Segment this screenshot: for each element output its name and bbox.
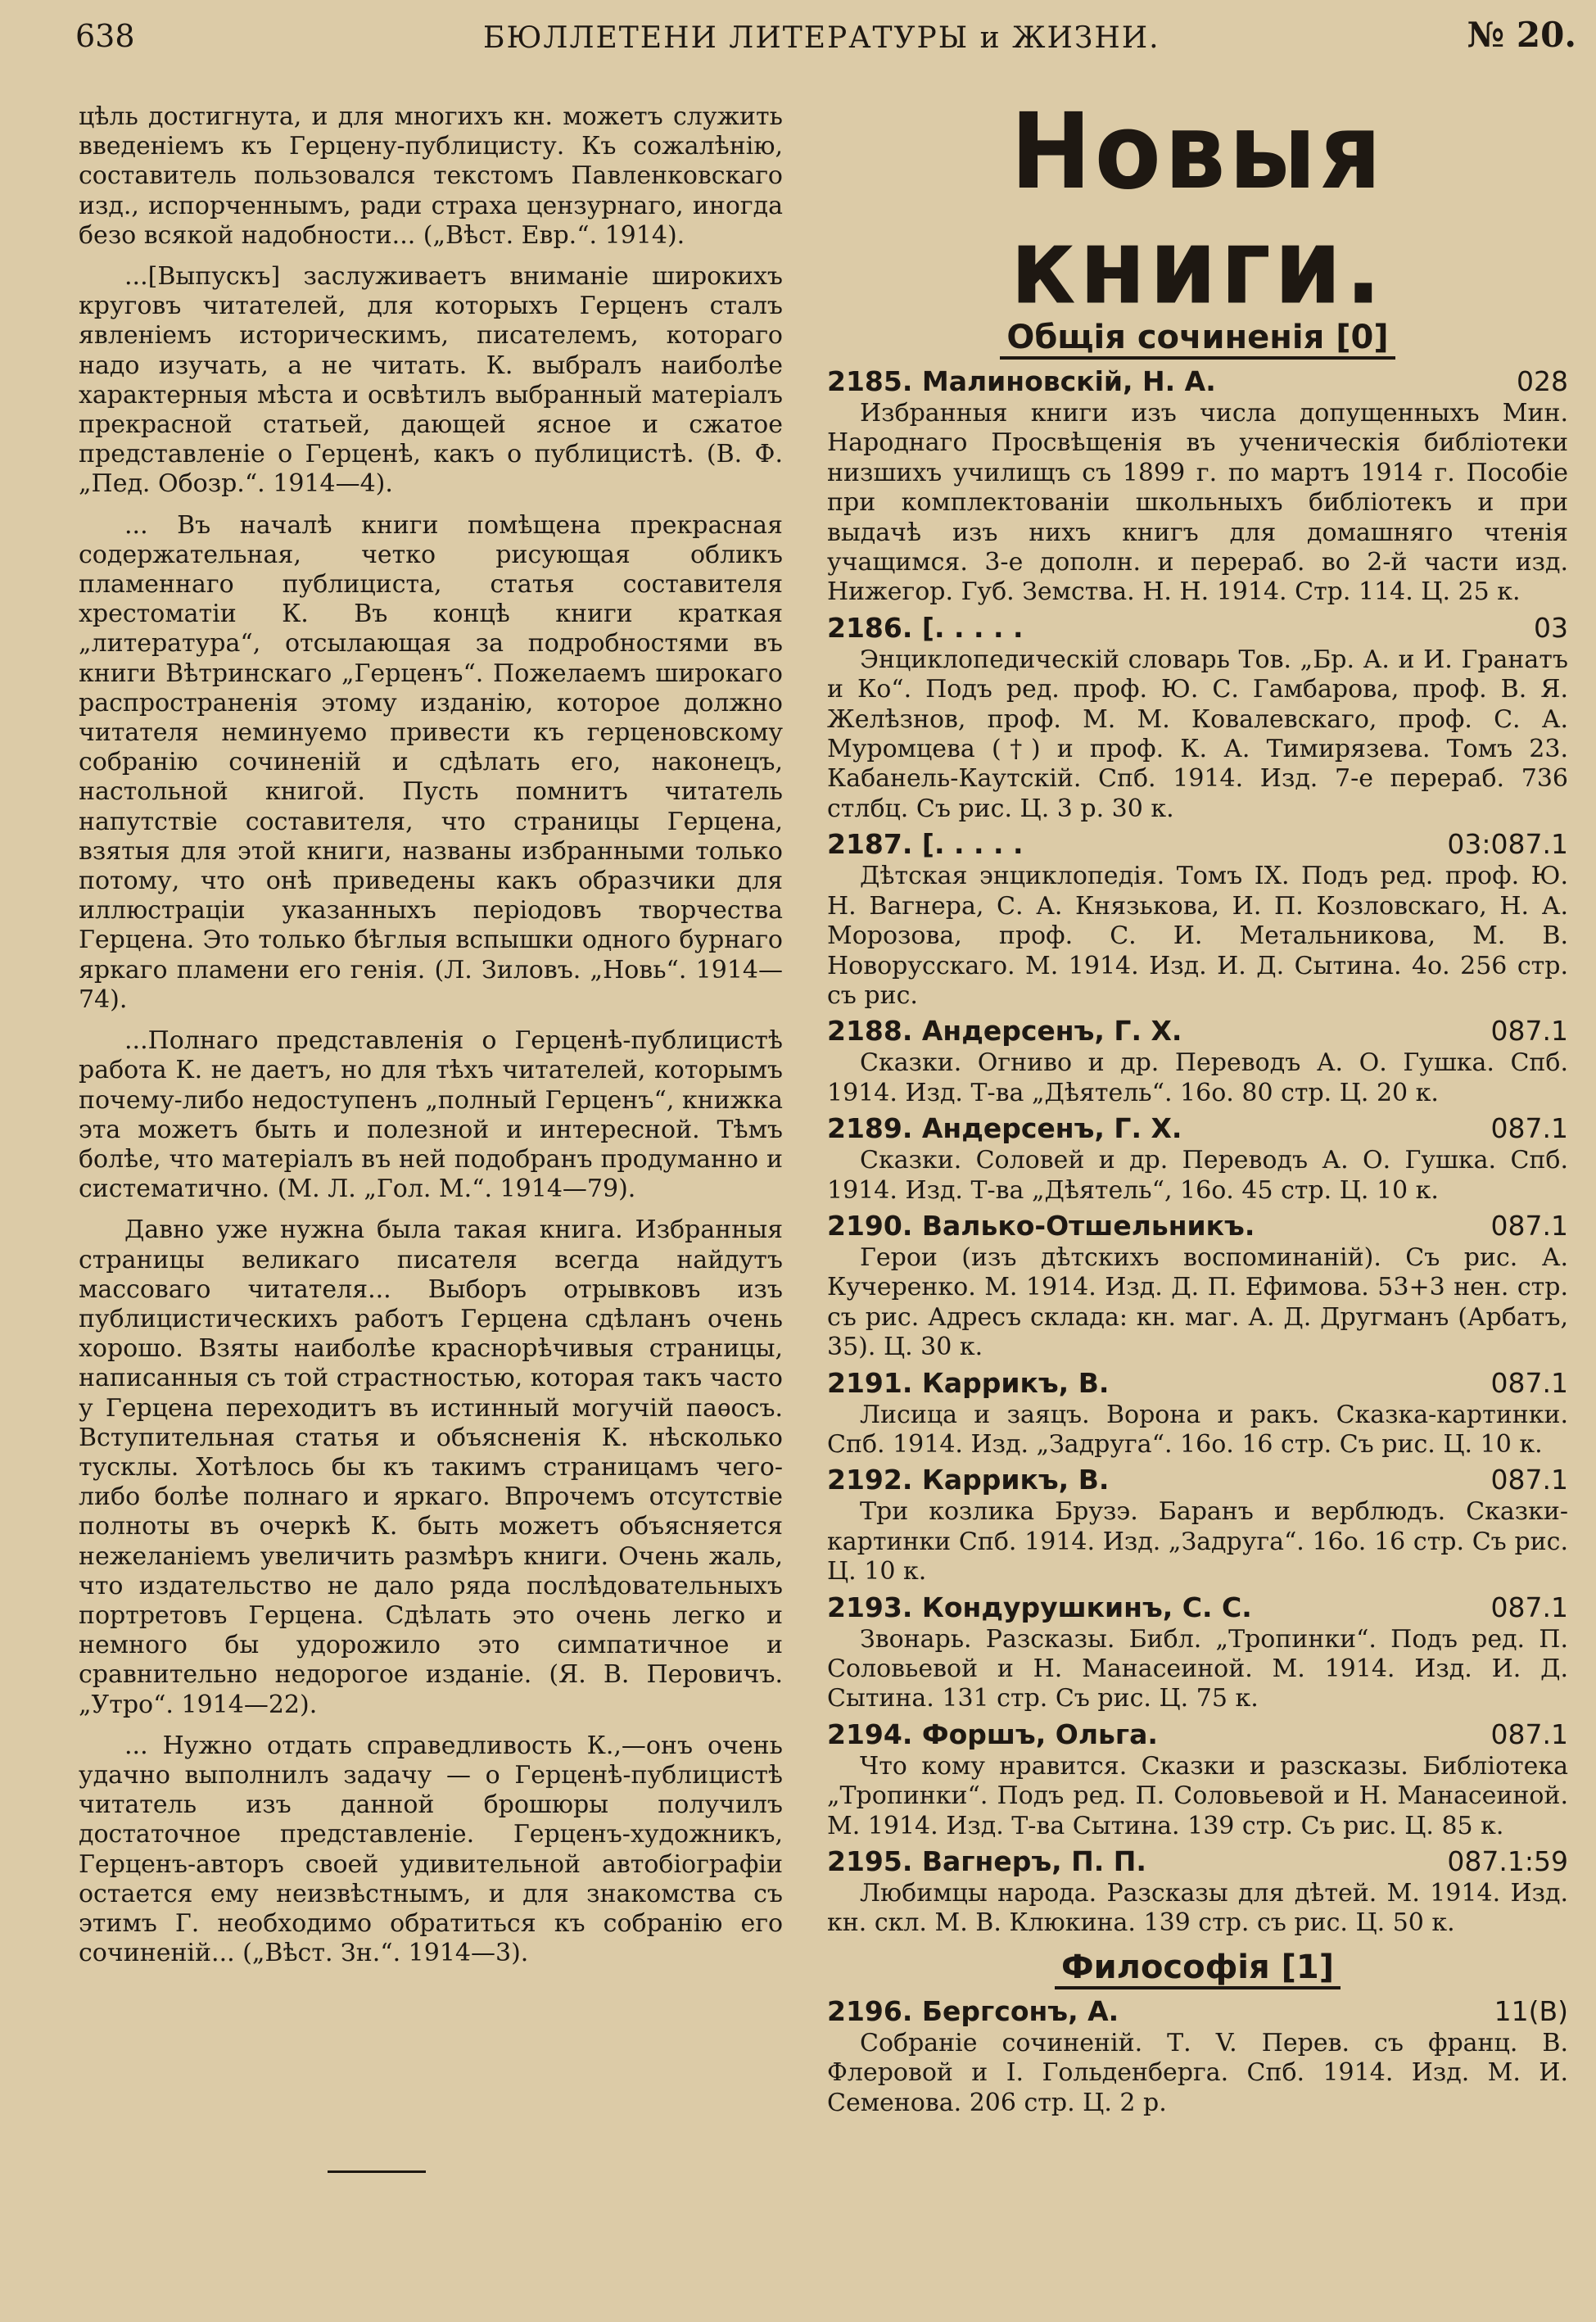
review-paragraph: ... Въ началѣ книги помѣщена прекрасная содержательная, четко рисующая обликъ пламеннаго публициста, статья составителя хрестоматіи К. Въ концѣ книги краткая „литература“, отсылающая за подробностями въ книги Вѣтринскаго „Герценъ“. Пожелаемъ широкаго распространенія этому изданію, которое должно читателя неминуемо привести къ герценовскому собранію сочиненій и сдѣлать его, наконецъ, настольной книгой. Пусть помнитъ читатель напутствіе составителя, что страницы Герцена, взятыя для этой книги, названы избранными только потому, что онѣ приведены какъ образчики для иллюстраціи указанныхъ періодовъ творчества Герцена. Это только бѣглыя вспышки одного бурнаго яркаго пламени его генія. (Л. Зиловъ. „Новь“. 1914—74).	[79, 510, 783, 1014]
entry-number-author: 2196. Бергсонъ, А.	[827, 1994, 1119, 2027]
entry-number-author: 2185. Малиновскій, Н. А.	[827, 365, 1216, 397]
entry-number-author: 2192. Каррикъ, В.	[827, 1464, 1110, 1496]
entry-description: Избранныя книги изъ числа допущенныхъ Мин. Народнаго Просвѣщенія въ ученическія библіотеки низшихъ училищъ съ 1899 г. по мартъ 1914 г. Пособіе при комплектованіи школьныхъ библіотекъ и при выдачѣ изъ нихъ книгъ для домашняго чтенія учащимся. 3-е дополн. и перераб. во 2-й части изд. Нижегор. Губ. Земства. Н. Н. 1914. Стр. 114. Ц. 25 к.	[827, 399, 1568, 607]
book-entry	[827, 1591, 1568, 1714]
entry-number-author: 2194. Форшъ, Ольга.	[827, 1718, 1158, 1750]
book-entry	[827, 611, 1568, 824]
entry-heading	[827, 611, 1568, 645]
classification-code: 087.1	[1490, 1209, 1568, 1242]
entry-heading	[827, 1209, 1568, 1243]
book-entry	[827, 1014, 1568, 1108]
new-books-heading: Новыя книги.	[1010, 90, 1386, 328]
entry-description: Что кому нравится. Сказки и разсказы. Библіотека „Тропинки“. Подъ ред. П. Соловьевой и Н. Манасеиной. М. 1914. Изд. Т-ва Сытина. 139 стр. Съ рис. Ц. 85 к.	[827, 1751, 1568, 1840]
classification-code: 028	[1517, 365, 1568, 397]
book-entry	[827, 1366, 1568, 1460]
running-header	[0, 11, 1596, 61]
entry-heading	[827, 827, 1568, 862]
review-paragraph: ...Полнаго представленія о Герценѣ-публицистѣ работа К. не даетъ, но для тѣхъ читателей, которымъ почему-либо недоступенъ „полный Герценъ“, книжка эта можетъ быть и полезной и интересной. Тѣмъ болѣе, что матеріалъ въ ней подобранъ продуманно и систематично. (М. Л. „Гол. М.“. 1914—79).	[79, 1026, 783, 1204]
classification-code: 03	[1534, 611, 1568, 644]
section-heading-philosophy: Философія [1]	[827, 1947, 1568, 1988]
book-entry	[827, 1994, 1568, 2118]
entry-number-author: 2190. Валько-Отшельникъ.	[827, 1209, 1255, 1242]
page-number: 638	[75, 18, 135, 54]
classification-code: 087.1	[1490, 1366, 1568, 1399]
entry-heading	[827, 1366, 1568, 1401]
entry-number-author: 2186. [. . . . .	[827, 611, 1024, 644]
entry-number-author: 2189. Андерсенъ, Г. Х.	[827, 1112, 1182, 1145]
entry-heading	[827, 1844, 1568, 1879]
entry-number-author: 2195. Вагнеръ, П. П.	[827, 1845, 1146, 1878]
classification-code: 087.1	[1490, 1464, 1568, 1496]
journal-title: БЮЛЛЕТЕНИ ЛИТЕРАТУРЫ и ЖИЗНИ.	[483, 21, 1160, 55]
entry-description: Три козлика Брузэ. Баранъ и верблюдъ. Сказки-картинки Спб. 1914. Изд. „Задруга“. 16о. 16 стр. Съ рис. Ц. 10 к.	[827, 1497, 1568, 1586]
classification-code: 087.1:59	[1447, 1845, 1568, 1878]
entry-description: Звонарь. Разсказы. Библ. „Тропинки“. Подъ ред. П. Соловьевой и Н. Манасеиной. М. 1914. Изд. И. Д. Сытина. 131 стр. Съ рис. Ц. 75 к.	[827, 1624, 1568, 1713]
entry-description: Лисица и заяцъ. Ворона и ракъ. Сказка-картинки. Спб. 1914. Изд. „Задруга“. 16о. 16 стр. Съ рис. Ц. 10 к.	[827, 1400, 1568, 1459]
entry-heading	[827, 364, 1568, 399]
entry-number-author: 2193. Кондурушкинъ, С. С.	[827, 1591, 1252, 1623]
entry-description: Любимцы народа. Разсказы для дѣтей. М. 1914. Изд. кн. скл. М. В. Клюкина. 139 стр. съ рис. Ц. 50 к.	[827, 1879, 1568, 1938]
entry-description: Энциклопедическій словарь Тов. „Бр. А. и И. Гранатъ и Ко“. Подъ ред. проф. Ю. С. Гамбарова, проф. В. Я. Желѣзнов, проф. М. М. Ковалевскаго, проф. С. А. Муромцева (†) и проф. К. А. Тимирязева. Томъ 23. Кабанель-Каутскій. Спб. 1914. Изд. 7-е перераб. 736 стлбц. Съ рис. Ц. 3 р. 30 к.	[827, 645, 1568, 823]
book-entry	[827, 1209, 1568, 1363]
review-paragraph: ...[Выпускъ] заслуживаетъ вниманіе широкихъ круговъ читателей, для которыхъ Герценъ сталъ явленіемъ историческимъ, писателемъ, котораго надо изучать, а не читать. К. выбралъ наиболѣе характерныя мѣста и освѣтилъ выбранный матеріалъ прекрасной статьей, дающей ясное и сжатое представленіе о Герценѣ, какъ о публицистѣ. (В. Ф. „Пед. Обозр.“. 1914—4).	[79, 262, 783, 499]
book-entry	[827, 1111, 1568, 1206]
review-paragraph: цѣль достигнута, и для многихъ кн. можетъ служить введеніемъ къ Герцену-публицисту. Къ сожалѣнію, составитель пользовался текстомъ Павленковскаго изд., испорченнымъ, ради страха цензурнаго, иногда безо всякой надобности... („Вѣст. Евр.“. 1914).	[79, 102, 783, 250]
entry-heading	[827, 1463, 1568, 1497]
entry-heading	[827, 1014, 1568, 1048]
entry-number-author: 2188. Андерсенъ, Г. Х.	[827, 1015, 1182, 1048]
entry-heading	[827, 1111, 1568, 1146]
entry-description: Сказки. Соловей и др. Переводъ А. О. Гушка. Спб. 1914. Изд. Т-ва „Дѣятель“, 16о. 45 стр. Ц. 10 к.	[827, 1146, 1568, 1205]
entry-description: Герои (изъ дѣтскихъ воспоминаній). Съ рис. А. Кучеренко. М. 1914. Изд. Д. П. Ефимова. 53+3 нен. стр. съ рис. Адресъ склада: кн. маг. А. Д. Другманъ (Арбатъ, 35). Ц. 30 к.	[827, 1242, 1568, 1362]
review-paragraph: ... Нужно отдать справедливость К.,—онъ очень удачно выполнилъ задачу — о Герценѣ-публицистѣ читатель изъ данной брошюры получилъ достаточное представленіе. Герценъ-художникъ, Герценъ-авторъ своей удивительной автобіографіи остается ему неизвѣстнымъ, и для знакомства съ этимъ Г. необходимо обратиться къ собранію его сочиненій... („Вѣст. Зн.“. 1914—3).	[79, 1731, 783, 1968]
left-column	[79, 102, 783, 1980]
book-entry	[827, 827, 1568, 1011]
review-paragraph: Давно уже нужна была такая книга. Избранныя страницы великаго писателя всегда найдутъ массоваго читателя... Выборъ отрывковъ изъ публицистическихъ работъ Герцена сдѣланъ очень хорошо. Взяты наиболѣе краснорѣчивыя страницы, написанныя съ той страстностью, которая такъ часто у Герцена переходитъ въ истинный могучій паѳосъ. Вступительная статья и объясненія К. нѣсколько тусклы. Хотѣлось бы къ такимъ страницамъ чего-либо болѣе полнаго и яркаго. Впрочемъ отсутствіе полноты въ очеркѣ К. быть можетъ объясняется нежеланіемъ увеличить размѣръ книги. Очень жаль, что издательство не дало ряда послѣдовательныхъ портретовъ Герцена. Сдѣлать это очень легко и немного бы удорожило это симпатичное и сравнительно недорогое изданіе. (Я. В. Перовичъ. „Утро“. 1914—22).	[79, 1215, 783, 1719]
classification-code: 087.1	[1490, 1718, 1568, 1750]
entry-description: Сказки. Огниво и др. Переводъ А. О. Гушка. Спб. 1914. Изд. Т-ва „Дѣятель“. 16о. 80 стр. Ц. 20 к.	[827, 1048, 1568, 1107]
section-heading-general: Общія сочиненія [0]	[827, 317, 1568, 358]
book-entry	[827, 364, 1568, 608]
entry-description: Собраніе сочиненій. Т. V. Перев. съ франц. В. Флеровой и I. Гольденберга. Спб. 1914. Изд. М. И. Семенова. 206 стр. Ц. 2 р.	[827, 2028, 1568, 2117]
classification-code: 087.1	[1490, 1112, 1568, 1145]
issue-number: № 20.	[1467, 15, 1576, 55]
entry-number-author: 2187. [. . . . .	[827, 828, 1024, 861]
column-end-rule	[328, 2170, 426, 2173]
right-column	[827, 90, 1568, 2121]
entry-description: Дѣтская энциклопедія. Томъ IX. Подъ ред. проф. Ю. Н. Вагнера, С. А. Князькова, И. П. Козловскаго, Н. А. Морозова, проф. С. И. Метальникова, М. В. Новорусскаго. М. 1914. Изд. И. Д. Сытина. 4о. 256 стр. съ рис.	[827, 862, 1568, 1010]
classification-code: 03:087.1	[1447, 828, 1568, 861]
classification-code: 087.1	[1490, 1015, 1568, 1048]
book-entry	[827, 1463, 1568, 1586]
entry-heading	[827, 1718, 1568, 1752]
entry-number-author: 2191. Каррикъ, В.	[827, 1366, 1110, 1399]
entry-heading	[827, 1591, 1568, 1625]
entries-philosophy	[827, 1994, 1568, 2118]
book-entry	[827, 1844, 1568, 1939]
classification-code: 087.1	[1490, 1591, 1568, 1623]
classification-code: 11(В)	[1494, 1994, 1568, 2027]
entry-heading	[827, 1994, 1568, 2029]
entries-general	[827, 364, 1568, 1939]
book-entry	[827, 1718, 1568, 1841]
